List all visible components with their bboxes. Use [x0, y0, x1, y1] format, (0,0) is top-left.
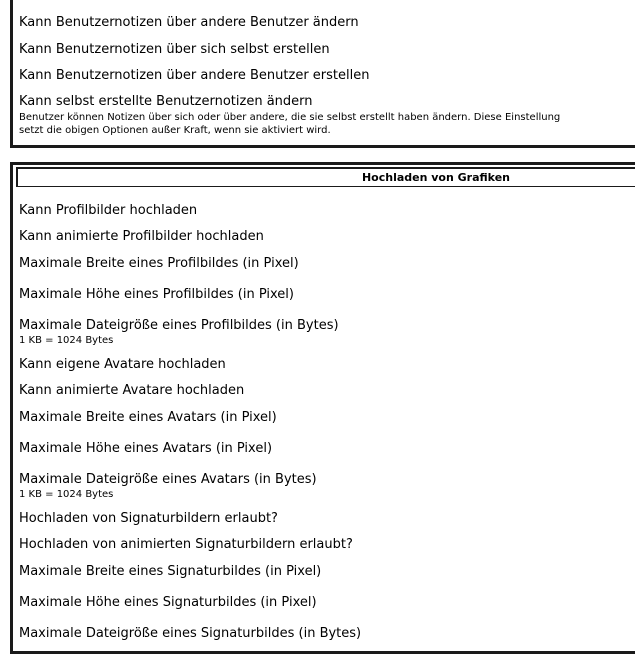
setting-label: Maximale Höhe eines Signaturbildes (in Pixel): [19, 595, 317, 610]
graphics-upload-panel: [10, 162, 635, 654]
setting-label: Kann eigene Avatare hochladen: [19, 357, 226, 372]
setting-label: Hochladen von animierten Signaturbildern erlaubt?: [19, 537, 353, 552]
setting-label: Kann selbst erstellte Benutzernotizen ändern: [19, 94, 313, 109]
setting-label: Kann animierte Avatare hochladen: [19, 383, 245, 398]
setting-label: Hochladen von Signaturbildern erlaubt?: [19, 511, 278, 526]
section-header: [16, 167, 635, 187]
setting-label: Maximale Breite eines Signaturbildes (in Pixel): [19, 564, 322, 579]
setting-label: Kann Benutzernotizen über andere Benutzer ändern: [19, 15, 359, 30]
setting-label: Maximale Breite eines Avatars (in Pixel): [19, 410, 277, 425]
setting-description: setzt die obigen Optionen außer Kraft, wenn sie aktiviert wird.: [19, 125, 331, 136]
setting-label: Maximale Höhe eines Avatars (in Pixel): [19, 441, 273, 456]
setting-note: 1 KB = 1024 Bytes: [19, 489, 114, 500]
setting-label: Maximale Dateigröße eines Avatars (in Bytes): [19, 472, 317, 487]
setting-description: Benutzer können Notizen über sich oder über andere, die sie selbst erstellt haben ändern. Diese Einstellung: [19, 112, 561, 123]
user-notes-permissions-panel: [10, 0, 635, 148]
setting-note: 1 KB = 1024 Bytes: [19, 335, 114, 346]
setting-label: Kann Benutzernotizen über andere Benutzer erstellen: [19, 68, 370, 83]
setting-label: Maximale Höhe eines Profilbildes (in Pixel): [19, 287, 294, 302]
setting-label: Maximale Dateigröße eines Profilbildes (in Bytes): [19, 318, 339, 333]
setting-label: Maximale Dateigröße eines Signaturbildes (in Bytes): [19, 626, 362, 641]
setting-label: Maximale Breite eines Profilbildes (in Pixel): [19, 256, 299, 271]
setting-label: Kann Benutzernotizen über sich selbst erstellen: [19, 42, 330, 57]
section-title: Hochladen von Grafiken: [361, 171, 510, 184]
setting-label: Kann animierte Profilbilder hochladen: [19, 229, 264, 244]
setting-label: Kann Profilbilder hochladen: [19, 203, 198, 218]
